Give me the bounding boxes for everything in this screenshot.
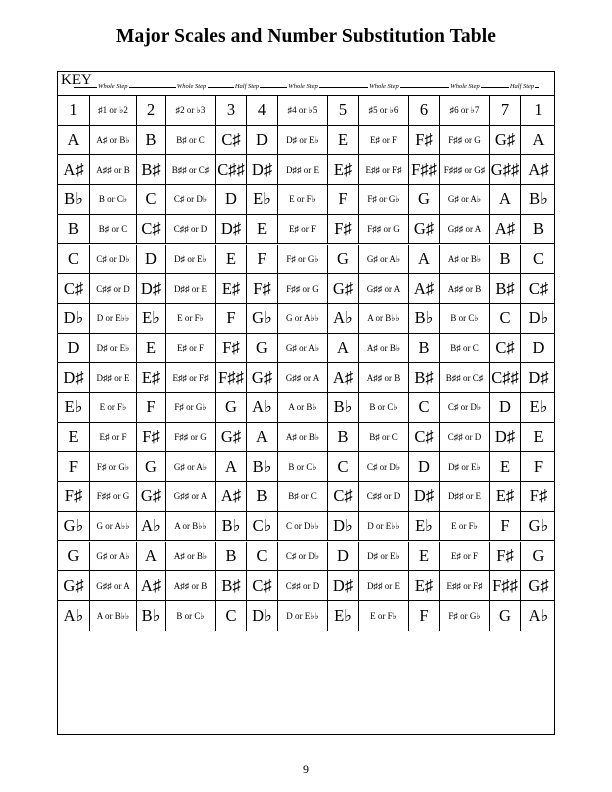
table-cell: E♯ — [137, 363, 166, 392]
table-cell: E or F♭ — [278, 185, 328, 214]
table-cell: D♯ — [409, 482, 440, 511]
table-cell: A or B♭ — [278, 393, 328, 422]
table-cell: F♯♯ or G — [90, 482, 137, 511]
table-cell: C♯ — [137, 215, 166, 244]
table-cell: G — [409, 185, 440, 214]
table-row — [58, 393, 554, 423]
table-cell: E♯♯ or F♯ — [440, 571, 490, 600]
table-row — [58, 601, 554, 631]
table-cell: E♯ — [490, 482, 521, 511]
header-cell: 7 — [490, 96, 521, 125]
table-cell: F♯♯♯ or G♯ — [440, 155, 490, 184]
table-cell: E — [247, 215, 278, 244]
table-cell: D♯♯ or E — [440, 482, 490, 511]
table-cell: G — [58, 542, 90, 571]
table-cell: A♭ — [328, 304, 359, 333]
table-cell: B — [247, 482, 278, 511]
step-indicator — [152, 82, 232, 92]
table-cell: D♯ or E♭ — [278, 126, 328, 155]
table-cell: C♯♯ or D — [440, 423, 490, 452]
table-cell: F♯♯ or G — [359, 215, 409, 244]
table-cell: F — [216, 304, 247, 333]
table-cell: C♯ or D♭ — [166, 185, 216, 214]
table-cell: A♯ — [58, 155, 90, 184]
table-cell: A♯♯ or B — [90, 155, 137, 184]
table-cell: A♯ or B♭ — [359, 334, 409, 363]
table-cell: A♯ — [490, 215, 521, 244]
table-cell: D♭ — [328, 512, 359, 541]
step-line — [535, 87, 539, 88]
table-cell: D♯ — [216, 215, 247, 244]
table-cell: A or B♭♭ — [359, 304, 409, 333]
table-cell: F♯♯ — [409, 155, 440, 184]
table-cell: B♯ — [490, 274, 521, 303]
table-cell: C — [137, 185, 166, 214]
table-cell: A♯ or B♭ — [90, 126, 137, 155]
table-cell: G♯♯ or A — [440, 215, 490, 244]
table-cell: F♯♯ or G — [166, 423, 216, 452]
table-row — [58, 304, 554, 334]
table-cell: G♯ — [216, 423, 247, 452]
table-cell: A♯ — [409, 274, 440, 303]
step-label: Half Step — [509, 83, 535, 90]
table-cell: C — [532, 248, 544, 268]
table-cell: F♯ — [216, 334, 247, 363]
table-cell: E♭ — [529, 397, 548, 417]
table-cell: B♯ or C — [359, 423, 409, 452]
table-cell: B — [58, 215, 90, 244]
table-cell: G♯ — [528, 575, 549, 595]
table-cell: D — [58, 334, 90, 363]
table-cell: D♯ or E♭ — [440, 452, 490, 481]
table-cell: F — [409, 601, 440, 631]
table-cell: G or A♭♭ — [278, 304, 328, 333]
table-cell: C — [216, 601, 247, 631]
table-cell: A — [58, 126, 90, 155]
table-cell: E — [137, 334, 166, 363]
table-cell: E — [58, 423, 90, 452]
table-cell: E — [490, 452, 521, 481]
table-cell: F♯ or G♭ — [440, 601, 490, 631]
table-cell: D — [216, 185, 247, 214]
table-row — [58, 126, 554, 156]
table-cell: C♯♯ or D — [359, 482, 409, 511]
header-cell: 2 — [137, 96, 166, 125]
table-cell: B or C♭ — [90, 185, 137, 214]
table-cell: E or F♭ — [90, 393, 137, 422]
table-cell: A♯♯ or B — [359, 363, 409, 392]
table-cell: F♯ — [58, 482, 90, 511]
table-cell: A or B♭♭ — [90, 601, 137, 631]
table-cell: E — [533, 427, 544, 447]
table-cell: F — [58, 452, 90, 481]
table-cell: E♭ — [409, 512, 440, 541]
table-cell: D or E♭♭ — [359, 512, 409, 541]
header-cell: 4 — [247, 96, 278, 125]
page-title: Major Scales and Number Substitution Table — [115, 26, 496, 47]
table-cell: C♯ — [247, 571, 278, 600]
header-cell: ♯1 or ♭2 — [90, 96, 137, 125]
table-cell: G♯ or A♭ — [359, 245, 409, 274]
table-cell: G — [532, 545, 545, 565]
table-cell: B♯ or C — [278, 482, 328, 511]
table-cell: G — [216, 393, 247, 422]
table-cell: D♯ or E♭ — [359, 542, 409, 571]
header-cell: ♯5 or ♭6 — [359, 96, 409, 125]
header-row — [58, 96, 554, 126]
table-cell: G♯ — [328, 274, 359, 303]
table-row — [58, 215, 554, 245]
table-cell: E♯ — [328, 155, 359, 184]
table-cell: E♯ — [216, 274, 247, 303]
table-cell: C or D♭♭ — [278, 512, 328, 541]
table-cell: F♯ or G♭ — [278, 245, 328, 274]
table-row — [58, 155, 554, 185]
table-cell: C — [409, 393, 440, 422]
table-cell: D or E♭♭ — [90, 304, 137, 333]
table-cell: B or C♭ — [440, 304, 490, 333]
table-cell: D♯ — [528, 367, 549, 387]
table-cell: A — [328, 334, 359, 363]
table-row — [58, 542, 554, 572]
key-label: KEY — [61, 72, 92, 88]
table-cell: B♭ — [328, 393, 359, 422]
table-cell: G♯ or A♭ — [90, 542, 137, 571]
step-line — [129, 87, 152, 88]
scale-table — [57, 71, 555, 735]
table-cell: E♯ — [409, 571, 440, 600]
table-row — [58, 512, 554, 542]
table-row — [58, 363, 554, 393]
step-label: Half Step — [234, 83, 260, 90]
table-cell: B or C♭ — [278, 452, 328, 481]
table-cell: F — [328, 185, 359, 214]
table-cell: A♯♯ or B — [166, 571, 216, 600]
table-cell: B♯♯ or C♯ — [440, 363, 490, 392]
table-cell: G — [490, 601, 521, 631]
table-cell: D♯ — [247, 155, 278, 184]
header-cell: 1 — [58, 96, 90, 125]
table-cell: E♯ or F — [90, 423, 137, 452]
table-cell: D — [247, 126, 278, 155]
step-label: Whole Step — [176, 83, 207, 90]
table-cell: G♯♯ or A — [359, 274, 409, 303]
table-cell: B♯ — [409, 363, 440, 392]
table-cell: E♯ or F — [166, 334, 216, 363]
table-cell: F♯♯ — [490, 571, 521, 600]
table-cell: F♯ — [247, 274, 278, 303]
table-cell: F♯ or G♭ — [166, 393, 216, 422]
table-cell: A♯♯ or B — [440, 274, 490, 303]
step-indicator — [263, 82, 344, 92]
table-cell: C♯♯ — [216, 155, 247, 184]
table-cell: G♯ or A♭ — [166, 452, 216, 481]
table-cell: A — [247, 423, 278, 452]
table-cell: D♯ — [137, 274, 166, 303]
table-cell: E or F♭ — [359, 601, 409, 631]
table-cell: A — [409, 245, 440, 274]
step-line — [400, 87, 425, 88]
table-cell: A♯ — [137, 571, 166, 600]
table-cell: A — [216, 452, 247, 481]
table-cell: E♯♯ or F♯ — [359, 155, 409, 184]
table-cell: D♯ or E♭ — [166, 245, 216, 274]
table-row — [58, 274, 554, 304]
table-cell: C♯ — [58, 274, 90, 303]
table-cell: E♯ or F — [440, 542, 490, 571]
step-label: Whole Step — [98, 83, 128, 90]
table-cell: A♯ — [528, 159, 549, 179]
table-cell: B♭ — [247, 452, 278, 481]
table-cell: A♭ — [137, 512, 166, 541]
header-cell: 5 — [328, 96, 359, 125]
step-indicator — [74, 82, 152, 92]
table-cell: A or B♭♭ — [166, 512, 216, 541]
table-cell: D — [137, 245, 166, 274]
table-cell: B♭ — [409, 304, 440, 333]
table-cell: E♭ — [58, 393, 90, 422]
table-cell: E♭ — [328, 601, 359, 631]
table-cell: B♭ — [216, 512, 247, 541]
table-cell: D♯ — [58, 363, 90, 392]
table-cell: B♭ — [529, 189, 548, 209]
table-cell: D — [490, 393, 521, 422]
table-cell: G♭ — [58, 512, 90, 541]
table-cell: G — [328, 245, 359, 274]
table-cell: D♭ — [247, 601, 278, 631]
table-cell: D — [328, 542, 359, 571]
table-cell: B or C♭ — [166, 601, 216, 631]
table-cell: D♯ — [328, 571, 359, 600]
table-cell: E — [216, 245, 247, 274]
table-cell: G or A♭♭ — [90, 512, 137, 541]
table-cell: C — [328, 452, 359, 481]
table-cell: B — [328, 423, 359, 452]
table-cell: C♭ — [247, 512, 278, 541]
table-cell: F♯ — [409, 126, 440, 155]
table-cell: A — [490, 185, 521, 214]
table-cell: G♯ — [58, 571, 90, 600]
table-cell: B♯ or C — [166, 126, 216, 155]
table-row — [58, 334, 554, 364]
table-row — [58, 452, 554, 482]
table-cell: C♯ — [328, 482, 359, 511]
page-number: 9 — [303, 762, 309, 776]
table-cell: G♭ — [247, 304, 278, 333]
step-label: Whole Step — [369, 83, 399, 90]
step-line — [208, 87, 232, 88]
table-cell: F♯ or G♭ — [90, 452, 137, 481]
table-cell: G♯ or A♭ — [440, 185, 490, 214]
table-cell: G♯♯ or A — [278, 363, 328, 392]
table-cell: B — [137, 126, 166, 155]
table-cell: E♯ or F — [278, 215, 328, 244]
key-row — [58, 72, 554, 96]
table-cell: F — [490, 512, 521, 541]
table-cell: A♭ — [528, 605, 549, 625]
table-cell: G♯ or A♭ — [278, 334, 328, 363]
table-cell: F♯♯ — [216, 363, 247, 392]
table-cell: F — [137, 393, 166, 422]
table-row — [58, 185, 554, 215]
table-cell: C — [247, 542, 278, 571]
step-line — [319, 87, 344, 88]
table-cell: B♭ — [137, 601, 166, 631]
table-cell: C♯ or D♭ — [278, 542, 328, 571]
table-cell: C♯ — [528, 278, 549, 298]
table-cell: E♭ — [137, 304, 166, 333]
table-cell: C♯ or D♭ — [440, 393, 490, 422]
table-cell: F♯ or G♭ — [359, 185, 409, 214]
step-label: Whole Step — [288, 83, 318, 90]
table-cell: F♯ — [529, 486, 548, 506]
table-cell: E♭ — [247, 185, 278, 214]
table-cell: D♯♯ or E — [90, 363, 137, 392]
table-cell: A♯ — [328, 363, 359, 392]
step-indicator — [232, 82, 263, 92]
table-cell: G♯♯ or A — [90, 571, 137, 600]
table-cell: D or E♭♭ — [278, 601, 328, 631]
table-cell: A♭ — [58, 601, 90, 631]
step-indicator — [425, 82, 506, 92]
table-cell: F♯ — [490, 542, 521, 571]
table-row — [58, 482, 554, 512]
table-cell: D♯ or E♭ — [90, 334, 137, 363]
header-cell: ♯4 or ♭5 — [278, 96, 328, 125]
table-row — [58, 245, 554, 275]
table-cell: A — [137, 542, 166, 571]
table-row — [58, 423, 554, 453]
table-cell: E or F♭ — [166, 304, 216, 333]
table-cell: B or C♭ — [359, 393, 409, 422]
header-cell: ♯6 or ♭7 — [440, 96, 490, 125]
table-cell: B — [216, 542, 247, 571]
table-cell: C♯♯ or D — [166, 215, 216, 244]
table-cell: F♯♯ or G — [440, 126, 490, 155]
table-cell: G♯ — [137, 482, 166, 511]
table-cell: G♯ — [490, 126, 521, 155]
table-cell: C♯ — [216, 126, 247, 155]
table-cell: B♯ or C — [440, 334, 490, 363]
table-cell: D♯ — [490, 423, 521, 452]
table-cell: E — [409, 542, 440, 571]
header-cell: 6 — [409, 96, 440, 125]
table-cell: C — [490, 304, 521, 333]
step-indicator — [344, 82, 425, 92]
table-cell: G♯ — [409, 215, 440, 244]
table-cell: F♯♯ or G — [278, 274, 328, 303]
table-cell: G — [247, 334, 278, 363]
table-cell: B — [532, 219, 544, 239]
table-cell: F♯ — [328, 215, 359, 244]
table-cell: B♭ — [58, 185, 90, 214]
table-row — [58, 571, 554, 601]
table-cell: G — [137, 452, 166, 481]
table-cell: F — [247, 245, 278, 274]
table-cell: C♯ or D♭ — [90, 245, 137, 274]
table-cell: C♯♯ or D — [90, 274, 137, 303]
table-cell: A♭ — [247, 393, 278, 422]
table-cell: B♯♯ or C♯ — [166, 155, 216, 184]
table-cell: D♭ — [58, 304, 90, 333]
table-cell: E or F♭ — [440, 512, 490, 541]
table-cell: C♯ — [490, 334, 521, 363]
table-cell: G♯ — [247, 363, 278, 392]
table-cell: E♯ or F — [359, 126, 409, 155]
table-cell: B — [490, 245, 521, 274]
step-label: Whole Step — [450, 83, 480, 90]
table-cell: A♯ or B♭ — [166, 542, 216, 571]
table-cell: A♯ — [216, 482, 247, 511]
header-cell: 3 — [216, 96, 247, 125]
table-cell: E♯♯ or F♯ — [166, 363, 216, 392]
table-cell: F♯ — [137, 423, 166, 452]
table-cell: C — [58, 245, 90, 274]
header-cell: ♯2 or ♭3 — [166, 96, 216, 125]
table-cell: D♯♯ or E — [359, 571, 409, 600]
table-cell: B♯ or C — [90, 215, 137, 244]
table-cell: A — [532, 130, 545, 150]
table-cell: A♯ or B♭ — [278, 423, 328, 452]
table-cell: F — [533, 456, 544, 476]
table-cell: A♯ or B♭ — [440, 245, 490, 274]
table-cell: G♭ — [528, 516, 549, 536]
table-cell: E — [328, 126, 359, 155]
table-cell: G♯♯ or A — [166, 482, 216, 511]
table-cell: D — [409, 452, 440, 481]
header-cell: 1 — [534, 100, 543, 120]
table-cell: D♭ — [528, 308, 549, 328]
step-line — [481, 87, 506, 88]
table-cell: C♯ — [409, 423, 440, 452]
table-cell: B♯ — [216, 571, 247, 600]
table-cell: G♯♯ — [490, 155, 521, 184]
table-cell: D — [532, 337, 545, 357]
table-cell: C♯♯ — [490, 363, 521, 392]
table-cell: C♯♯ or D — [278, 571, 328, 600]
table-cell: D♯♯ or E — [278, 155, 328, 184]
table-cell: B♯ — [137, 155, 166, 184]
step-indicator — [506, 82, 539, 92]
table-cell: D♯♯ or E — [166, 274, 216, 303]
table-cell: C♯ or D♭ — [359, 452, 409, 481]
table-cell: B — [409, 334, 440, 363]
